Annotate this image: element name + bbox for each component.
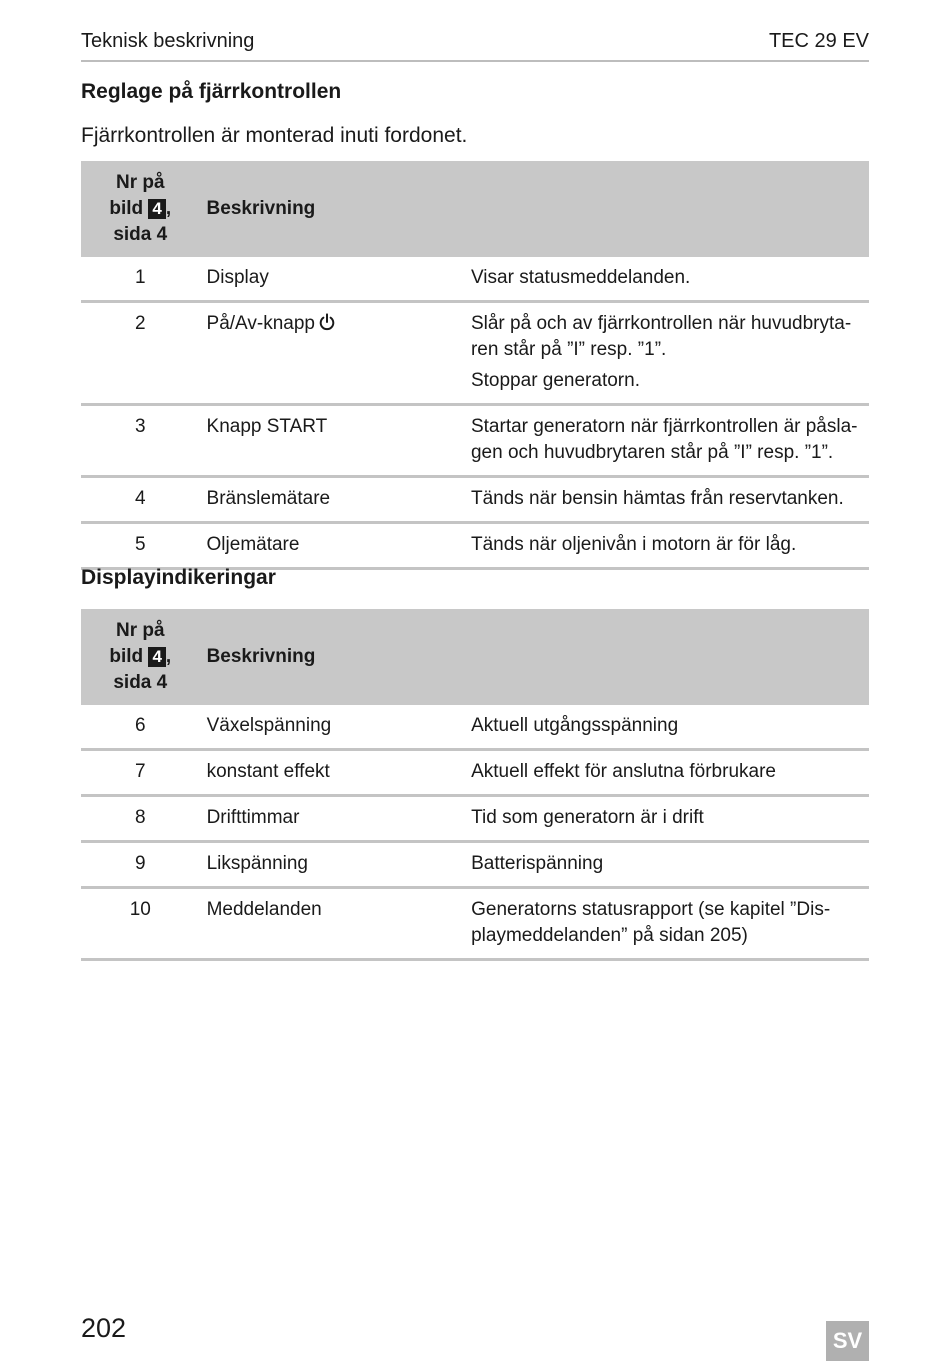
table-row: [81, 477, 869, 523]
table-row: [81, 523, 869, 569]
row-component-name: Växelspänning: [200, 705, 472, 750]
table-row: [81, 705, 869, 750]
row-number: 3: [81, 405, 200, 477]
row-number: 4: [81, 477, 200, 523]
row-component-name: Knapp START: [200, 405, 471, 477]
row-component-name: Drifttimmar: [200, 796, 472, 842]
page-header: [81, 30, 869, 62]
header-model-name: TEC 29 EV: [768, 30, 869, 52]
row-component-name: På/Av-knapp: [200, 302, 471, 405]
description-line: Slår på och av fjärrkontrollen när huvudbryta-ren står på ”I” resp. ”1”.: [470, 313, 852, 360]
table-header-row: [81, 609, 869, 705]
row-description: [471, 257, 869, 302]
table-row: [81, 796, 869, 842]
description-line: Startar generatorn när fjärrkontrollen är påsla-gen och huvudbrytaren står på ”I” resp. ”1”.: [470, 416, 858, 463]
section-title-remote-controls: Reglage på fjärrkontrollen: [81, 80, 342, 103]
page-number: 202: [81, 1313, 127, 1343]
description-line: Aktuell utgångsspänning: [471, 715, 679, 736]
column-header-nr: Nr på bild 4 , sida 4: [81, 609, 200, 705]
row-description: [471, 405, 869, 477]
row-number: 2: [81, 302, 200, 405]
row-description: [471, 888, 869, 960]
row-description: [471, 750, 869, 796]
row-number: 9: [81, 842, 200, 888]
table-row: [81, 888, 869, 960]
language-badge: SV: [826, 1321, 869, 1361]
row-description: [471, 842, 869, 888]
row-number: 6: [81, 705, 200, 750]
figure-reference-badge: 4: [148, 647, 165, 667]
row-component-name: Display: [200, 257, 471, 302]
row-component-name: Meddelanden: [200, 888, 472, 960]
row-number: 10: [81, 888, 200, 960]
section-title-display-indicators: Displayindikeringar: [81, 566, 276, 589]
row-number: 5: [81, 523, 200, 569]
row-description: [471, 477, 869, 523]
table-row: [81, 302, 869, 405]
row-number: 8: [81, 796, 200, 842]
column-header-description: Beskrivning: [200, 609, 472, 705]
description-line: Generatorns statusrapport (se kapitel ”Dis-playmeddelanden” på sidan 205): [471, 899, 831, 946]
row-component-name: Oljemätare: [200, 523, 471, 569]
table-row: [81, 842, 869, 888]
column-header-nr: Nr på bild 4 , sida 4: [81, 161, 200, 257]
row-component-name: Likspänning: [200, 842, 472, 888]
table-row: [81, 750, 869, 796]
figure-reference-badge: 4: [148, 199, 165, 219]
row-number: 1: [81, 257, 200, 302]
description-line: Visar statusmeddelanden.: [470, 267, 691, 288]
display-indicators-table: [81, 609, 869, 961]
power-icon: [318, 313, 336, 331]
section-intro-text: Fjärrkontrollen är monterad inuti fordonet.: [81, 124, 468, 147]
description-line: Stoppar generatorn.: [470, 370, 640, 391]
description-line: Tid som generatorn är i drift: [471, 807, 704, 828]
table-header-row: [81, 161, 869, 257]
header-section-title: Teknisk beskrivning: [81, 30, 255, 52]
row-number: 7: [81, 750, 200, 796]
table-row: [81, 405, 869, 477]
description-line: Aktuell effekt för anslutna förbrukare: [471, 761, 776, 782]
column-header-description: Beskrivning: [200, 161, 471, 257]
row-description: [471, 523, 869, 569]
description-line: Tänds när bensin hämtas från reservtanken.: [470, 488, 844, 509]
row-component-name: Bränslemätare: [200, 477, 471, 523]
description-line: Batterispänning: [471, 853, 604, 874]
row-description: [471, 705, 869, 750]
row-description: [471, 302, 869, 405]
description-line: Tänds när oljenivån i motorn är för låg.: [470, 534, 797, 555]
table-row: [81, 257, 869, 302]
row-description: [471, 796, 869, 842]
remote-controls-table: [81, 161, 869, 570]
row-component-name: konstant effekt: [200, 750, 472, 796]
